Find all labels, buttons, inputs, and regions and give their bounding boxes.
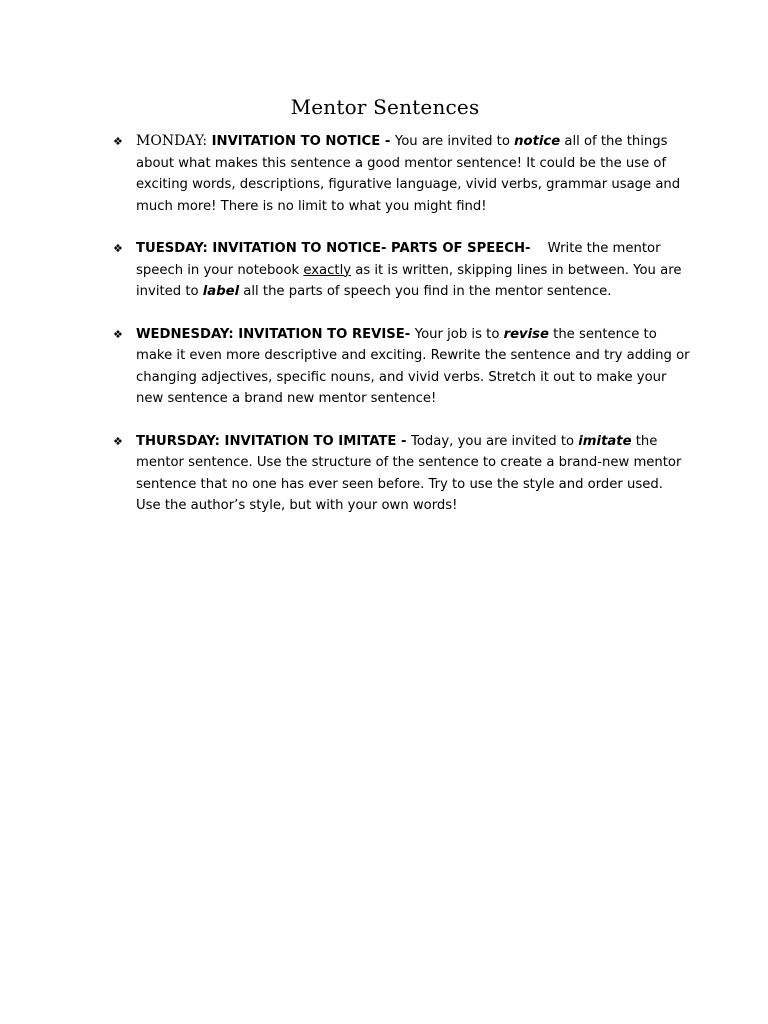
- page-title: Mentor Sentences: [290, 95, 480, 119]
- emphasis-word: notice: [514, 134, 561, 149]
- emphasis-word: imitate: [578, 433, 632, 449]
- diamond-bullet-icon: ❖: [113, 327, 123, 341]
- item-text: Your job is to: [414, 326, 504, 342]
- item-text: Write the mentor speech in your notebook: [136, 241, 665, 278]
- item-heading: INVITATION TO NOTICE -: [207, 134, 395, 149]
- item-heading: THURSDAY: INVITATION TO IMITATE -: [136, 433, 412, 449]
- item-text: as it is written, skipping lines in between. You are invited to: [136, 262, 682, 299]
- day-label: MONDAY:: [136, 133, 208, 149]
- item-text: You are invited to: [394, 134, 515, 149]
- instruction-list: [110, 131, 690, 517]
- item-text: all of the things about what makes this sentence a good mentor sentence! It could be the use of exciting words, descriptions, figurative language, vivid verbs, grammar usage and much more! There is no limit to what you might find!: [136, 134, 681, 214]
- emphasis-word: label: [202, 284, 240, 299]
- list-item-thursday: [110, 431, 690, 517]
- list-item-monday: [110, 131, 690, 217]
- diamond-bullet-icon: ❖: [113, 135, 123, 148]
- diamond-bullet-icon: ❖: [113, 242, 123, 255]
- item-text: the sentence to make it even more descriptive and exciting. Rewrite the sentence and try adding or changing adjectives, specific nouns, and vivid verbs. Stretch it out to make your new sentence a brand new mentor sentence!: [136, 326, 690, 406]
- emphasis-word: revise: [503, 326, 549, 342]
- diamond-bullet-icon: ❖: [113, 434, 123, 448]
- item-text: all the parts of speech you find in the mentor sentence.: [239, 284, 612, 299]
- list-item-wednesday: [110, 324, 690, 410]
- item-heading: WEDNESDAY: INVITATION TO REVISE-: [136, 326, 415, 342]
- item-text: Today, you are invited to: [411, 433, 579, 449]
- list-item-tuesday: [110, 238, 690, 303]
- item-text: the mentor sentence. Use the structure of the sentence to create a brand-new mentor sentence that no one has ever seen before. Try to use the style and order used. Use the author’s style, but with your own words!: [136, 433, 682, 513]
- underlined-word: exactly: [303, 262, 352, 278]
- item-heading: TUESDAY: INVITATION TO NOTICE- PARTS OF SPEECH-: [136, 241, 536, 256]
